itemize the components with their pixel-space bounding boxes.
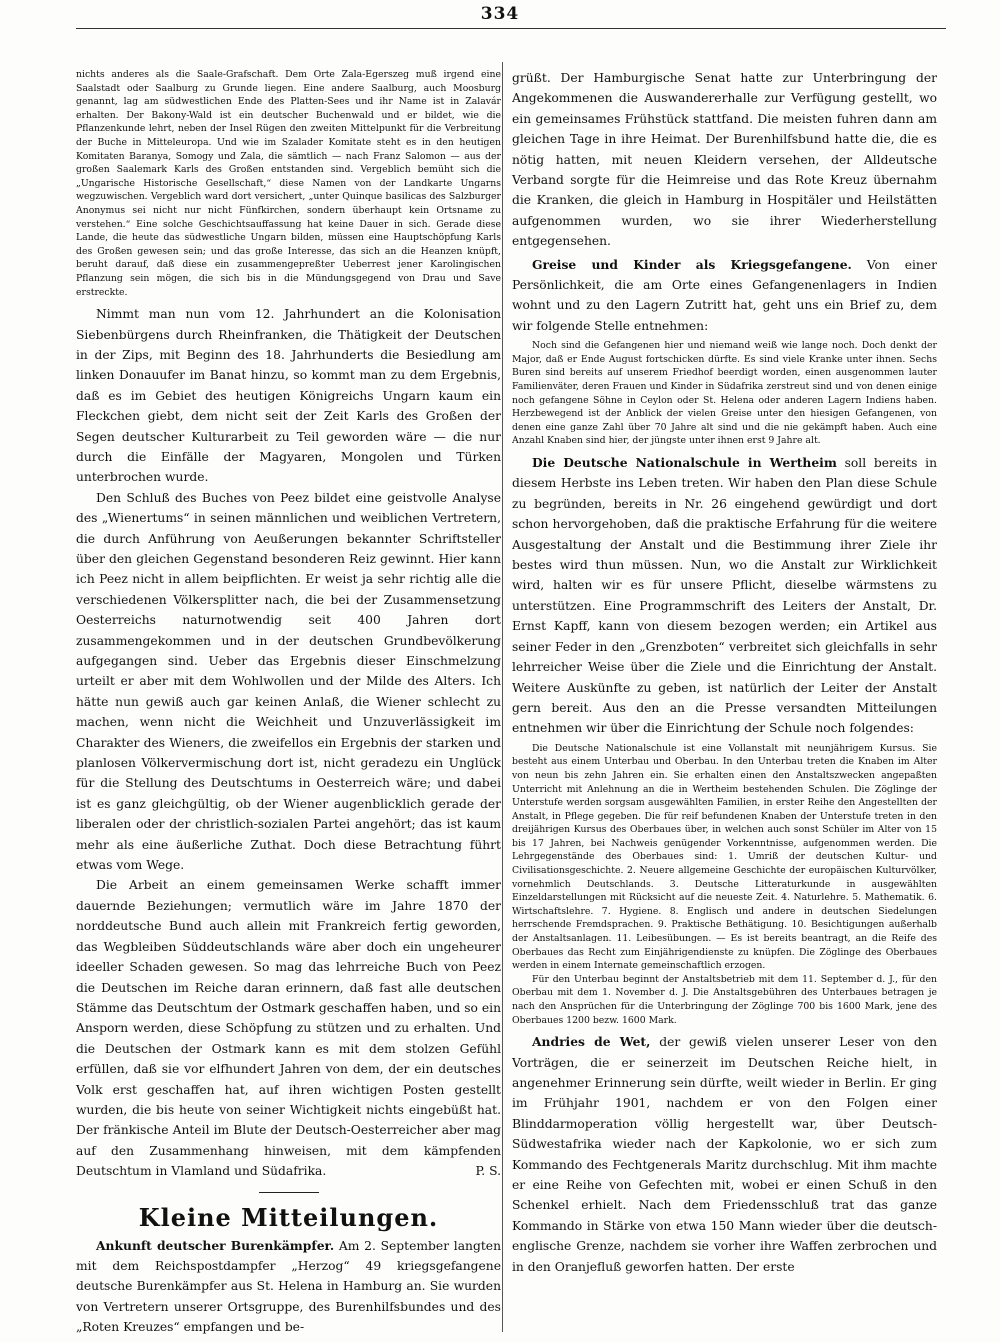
page-number: 334 — [480, 4, 520, 24]
author-signature: P. S. — [475, 1164, 501, 1179]
news-item-text: Von einer Persönlichkeit, die am Orte eines Gefangenenlagers in Indien wohnt und zu den Lagern Zutritt hat, geht uns ein Brief zu, dem wir folgende Stelle entnehmen: — [512, 257, 937, 333]
news-item — [512, 1032, 937, 1277]
news-item-lead: Andries de Wet, — [532, 1034, 651, 1050]
news-item-lead: Ankunft deutscher Burenkämpfer. — [96, 1237, 335, 1253]
news-item-lead: Greise und Kinder als Kriegsgefangene. — [532, 256, 852, 272]
news-item-text: der gewiß vielen unserer Leser von den Vorträgen, die er seinerzeit im Deutschen Reiche hielt, in angenehmer Erinnerung sein dürfte, weilt wieder in Berlin. Er ging im Frühjahr 1901, nachdem er von den Folgen einer Blinddarmoperation völlig hergestellt war, über Deutsch-Südwestafrika wieder nach der Kapkolonie, wo er sich zum Kommando des Fechtgenerals Maritz durchschlug. Mit ihm machte er eine Reihe von Gefechten mit, wobei er einen Schuß in den Schenkel erhielt. Nach dem Friedensschluß trat das ganze Kommando in Stärke von etwa 150 Mann wieder über die deutsch-englische Grenze, nachdem sie vorher ihre Waffen zerbrochen und in den Oranjefluß geworfen hatten. Der erste — [512, 1035, 937, 1274]
news-item-text: Am 2. September langten mit dem Reichspostdampfer „Herzog“ 49 kriegsgefangene deutsche Burenkämpfer aus St. Helena in Hamburg an. Sie wurden von Vertretern unserer Ortsgruppe, des Burenhilfsbundes und des „Roten Kreuzes“ empfangen und be- — [76, 1238, 501, 1335]
article-paragraph: Nimmt man nun vom 12. Jahrhundert an die Kolonisation Siebenbürgens durch Rheinfranken, die Thätigkeit der Deutschen in der Zips, mit Beginn des 18. Jahrhunderts die Besiedlung am linken Donauufer im Banat hinzu, so kommt man zu dem Ergebnis, daß es im Gebiet des heutigen Königreichs Ungarn kaum ein Fleckchen giebt, dem nicht seit der Zeit Karls des Großen der Segen deutscher Kulturarbeit zu Teil geworden wäre — die nur durch die Einfälle der Magyaren, Mongolen und Türken unterbrochen wurde. — [76, 307, 501, 485]
article-paragraph: Den Schluß des Buches von Peez bildet eine geistvolle Analyse des „Wienertums“ in seinen männlichen und weiblichen Vertretern, die durch Anführung von Aeußerungen bekannter Schriftsteller über den gleichen Gegenstand besonderen Reiz gewinnt. Hier kann ich Peez nicht in allem beipflichten. Er weist ja sehr richtig alle die verschiedenen Völkersplitter nach, die bei der Zusammensetzung Oesterreichs naturnotwendig seit 400 Jahren dort zusammengekommen und in der deutschen Grundbevölkerung aufgegangen sind. Ueber das Ergebnis dieser Einschmelzung urteilt er aber mit dem Wohlwollen und der Milde des Alters. Ich hätte nun gewiß auch gar keinen Anlaß, die Wiener schlecht zu machen, wenn nicht die Weichheit und Unzuverlässigkeit im Charakter des Wieners, die zweifellos ein Ergebnis der starken und planlosen Völkervermischung dort ist, nicht geradezu ein Unglück für die Stellung des Deutschtums in Oesterreich wäre; und dabei ist es ganz gleichgültig, ob der Wiener augenblicklich gerade der liberalen oder der christlich-sozialen Partei angehört; das ist kaum mehr als eine äußerliche Zuthat. Doch diese Betrachtung führt etwas vom Wege. — [76, 490, 501, 873]
right-column — [512, 68, 937, 1277]
section-heading: Kleine Mitteilungen. — [138, 1202, 439, 1232]
news-item — [512, 255, 937, 337]
news-item-lead: Die Deutsche Nationalschule in Wertheim — [532, 455, 837, 471]
quoted-announcement: Für den Unterbau beginnt der Anstaltsbetrieb mit dem 11. September d. J., für den Oberbau mit dem 1. November d. J. Die Anstaltsgebühren des Unterbaues betragen je nach den Ansprüchen für die Unterbringung der Zöglinge 700 bis 1600 Mark, jene des Oberbaues 1200 bezw. 1600 Mark. — [512, 973, 937, 1026]
article-paragraph: nichts anderes als die Saale-Grafschaft. Dem Orte Zala-Egerszeg muß irgend eine Saalstadt oder Saalburg zu Grunde liegen. Eine andere Saalburg, auch Moosburg genannt, lag am südwestlichen Ende des Platten-Sees und ihr Name ist in Zalavár erhalten. Der Bakony-Wald ist ein deutscher Buchenwald und er bildet, wie die Pflanzenkunde lehrt, neben der Insel Rügen den zweiten Mittelpunkt für die Verbreitung der Buche in Mitteleuropa. Und wie im Szalader Komitate steht es in den heutigen Komitaten Baranya, Somogy und Zala, die sämtlich — nach Franz Salomon — aus der großen Saalemark Karls des Großen entstanden sind. Vergeblich bemüht sich die „Ungarische Historische Gesellschaft,“ diese Namen von der Landkarte Ungarns wegzuwischen. Vergeblich ward dort versichert, „unter Quinque basilicas des Salzburger Anonymus sei nicht nur nicht Fünfkirchen, sondern überhaupt kein Ortsname zu verstehen.“ Eine solche Geschichtsauffassung hat keine Dauer in sich. Gerade diese Lande, die heute das südwestliche Ungarn bilden, müssen eine Hauptschöpfung Karls des Großen gewesen sein; und das große Interesse, das sich an die Heanzen knüpft, beruht darauf, daß diese ein zusammengepreßter Ueberrest jener Karolingischen Pflanzung sein mögen, die sich bis in die Mündungsgegend von Drau und Save erstreckte. — [76, 69, 501, 298]
header-rule — [76, 28, 946, 29]
news-item-text: soll bereits in diesem Herbste ins Leben treten. Wir haben den Plan diese Schule zu begründen, bereits in Nr. 26 eingehend gewürdigt und dort schon hervorgehoben, daß die praktische Erfahrung für die weitere Ausgestaltung der Anstalt und die Bestimmung ihrer Ziele ihr bestes wird thun müssen. Nun, wo die Anstalt zur Wirklichkeit wird, halten wir es für unsere Pflicht, dieselbe wärmstens zu unterstützen. Eine Programmschrift des Leiters der Anstalt, Dr. Ernst Kapff, kann von diesem bezogen werden; ein Artikel aus seiner Feder in den „Grenzboten“ verbreitet sich gleichfalls in sehr lehrreicher Weise über die Ziele und die Einrichtung der Anstalt. Weitere Auskünfte zu geben, ist natürlich der Leiter der Anstalt gern bereit. Aus den an die Presse versandten Mitteilungen entnehmen wir über die Einrichtung der Schule noch folgendes: — [512, 456, 937, 736]
article-paragraph — [76, 875, 501, 1181]
column-divider — [502, 62, 503, 1332]
news-item — [76, 1236, 501, 1338]
news-item — [512, 453, 937, 739]
quoted-letter: Noch sind die Gefangenen hier und niemand weiß wie lange noch. Doch denkt der Major, daß er Ende August fortschicken dürfte. Es sind viele Kranke unter ihnen. Sechs Buren sind bereits auf unserem Friedhof beerdigt worden, einen ausgenommen lauter Familienväter, deren Frauen und Kinder in Südafrika zerstreut sind und von denen einige noch gefangene Söhne in Ceylon oder St. Helena oder anderen Lagern Indiens haben. Herzbewegend ist der Anblick der vielen Greise unter den hiesigen Gefangenen, von denen eine ganze Zahl über 70 Jahre alt sind und die nie gekämpft haben. Auch eine Anzahl Knaben sind hier, der jüngste unter ihnen erst 9 Jahre alt. — [512, 340, 937, 447]
article-paragraph: grüßt. Der Hamburgische Senat hatte zur Unterbringung der Angekommenen die Auswandererhalle zur Verfügung gestellt, wo ein gemeinsames Frühstück stattfand. Die meisten fuhren dann am gleichen Tage in ihre Heimat. Der Burenhilfsbund hatte die, die es nötig hatten, mit neuen Kleidern versehen, der Alldeutsche Verband sorgte für die Heimreise und das Rote Kreuz übernahm die Kranken, die gleich in Hamburg in Hospitäler und Heilstätten aufgenommen wurden, wo sie ihrer Wiederherstellung entgegensehen. — [512, 71, 937, 249]
section-rule — [259, 1192, 319, 1193]
left-column — [76, 68, 501, 1338]
article-paragraph-text: Die Arbeit an einem gemeinsamen Werke schafft immer dauernde Beziehungen; vermutlich wäre im Jahre 1870 der norddeutsche Bund auch allein mit Frankreich fertig geworden, das Wegbleiben Süddeutschlands wäre aber doch ein ungeheurer ideeller Schaden gewesen. So mag das lehrreiche Buch von Peez die Deutschen im Reiche daran erinnern, daß fast alle deutschen Stämme das Deutschtum der Ostmark geschaffen haben, und so ein Ansporn werden, diese Schöpfung zu stützen und zu erhalten. Und die Deutschen der Ostmark kann es mit dem stolzen Gefühl erfüllen, daß sie vor elfhundert Jahren von dem, der ein deutsches Volk erst geschaffen hat, auf ihren wichtigen Posten gestellt wurden, die bis heute von seiner Wichtigkeit nichts eingebüßt hat. Der fränkische Anteil im Blute der Deutsch-Oesterreicher aber mag auf den Zusammenhang hinweisen, mit dem kämpfenden Deutschtum in Vlamland und Südafrika. — [76, 878, 501, 1179]
quoted-announcement: Die Deutsche Nationalschule ist eine Vollanstalt mit neunjährigem Kursus. Sie besteht aus einem Unterbau und Oberbau. In den Unterbau treten die Knaben im Alter von neun bis zehn Jahren ein. Sie erhalten einen den Anstaltszwecken angepaßten Unterricht mit Anlehnung an die in Wertheim bestehenden Schulen. Die Zöglinge der Unterstufe werden sorgsam ausgewählten Familien, in erster Reihe den Angestellten der Anstalt, in Pflege gegeben. Die für reif befundenen Knaben der Unterstufe treten in den dreijährigen Kursus des Oberbaues über, in welchen auch sonst Schüler im Alter von 15 bis 17 Jahren, bei Nachweis genügender Vorkenntnisse, aufgenommen werden. Die Lehrgegenstände des Oberbaues sind: 1. Umriß der deutschen Kultur- und Civilisationsgeschichte. 2. Neuere allgemeine Geschichte der europäischen Kulturvölker, vornehmlich Deutschlands. 3. Deutsche Litteraturkunde in ausgewählten Einzeldarstellungen mit Rücksicht auf die neueste Zeit. 4. Naturlehre. 5. Mathematik. 6. Wirtschaftslehre. 7. Hygiene. 8. Englisch und andere in deutschen Siedelungen herrschende Fremdsprachen. 9. Praktische Bethätigung. 10. Besichtigungen außerhalb der Anstaltsanlagen. 11. Leibesübungen. — Es ist bereits beantragt, an die Reife des Oberbaues das Recht zum Einjährigendienste zu knüpfen. Die Zöglinge des Oberbaues werden in einem Internate gemeinschaftlich erzogen. — [512, 742, 937, 972]
